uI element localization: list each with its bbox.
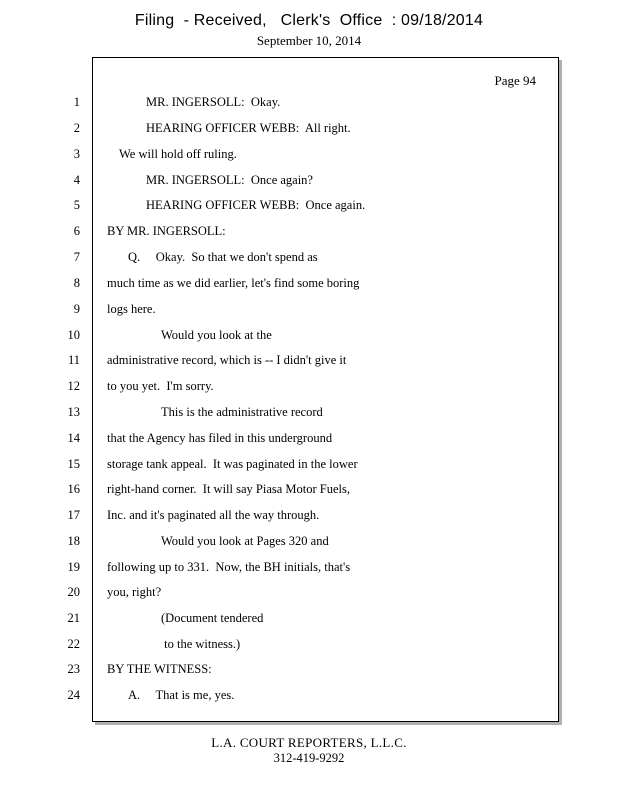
line-number: 8 xyxy=(73,276,80,290)
transcript-line: MR. INGERSOLL: Okay. xyxy=(146,95,281,109)
transcript-line: logs here. xyxy=(107,302,156,316)
line-number: 20 xyxy=(67,585,80,599)
line-number: 5 xyxy=(73,198,80,212)
transcript-line: to you yet. I'm sorry. xyxy=(107,379,214,393)
line-number: 23 xyxy=(67,662,80,676)
transcript-line: MR. INGERSOLL: Once again? xyxy=(146,173,313,187)
line-number: 16 xyxy=(67,482,80,496)
transcript-line: right-hand corner. It will say Piasa Motor Fuels, xyxy=(107,482,351,496)
line-number: 21 xyxy=(67,611,80,625)
transcript-line: to the witness.) xyxy=(161,637,241,651)
transcript-line: Q. Okay. So that we don't spend as xyxy=(128,250,318,264)
footer-phone: 312-419-9292 xyxy=(273,751,345,765)
transcript-line: you, right? xyxy=(107,585,162,599)
line-number: 12 xyxy=(67,379,80,393)
transcript-line: much time as we did earlier, let's find some boring xyxy=(107,276,360,290)
header-date: September 10, 2014 xyxy=(256,33,362,48)
transcript-line: We will hold off ruling. xyxy=(119,147,237,161)
line-number: 19 xyxy=(67,560,80,574)
line-number: 13 xyxy=(67,405,80,419)
line-number: 11 xyxy=(67,353,80,367)
line-number: 14 xyxy=(67,431,80,445)
transcript-line: This is the administrative record xyxy=(161,405,323,419)
line-number: 17 xyxy=(67,508,80,522)
transcript-line: Inc. and it's paginated all the way through. xyxy=(107,508,320,522)
line-number: 10 xyxy=(67,328,80,342)
transcript-line: A. That is me, yes. xyxy=(128,688,235,702)
transcript-line: following up to 331. Now, the BH initials, that's xyxy=(107,560,351,574)
transcript-line: Would you look at Pages 320 and xyxy=(161,534,329,548)
footer-company: L.A. COURT REPORTERS, L.L.C. xyxy=(211,735,407,750)
transcript-line: storage tank appeal. It was paginated in the lower xyxy=(107,457,358,471)
transcript-line: HEARING OFFICER WEBB: Once again. xyxy=(146,198,366,212)
line-number: 2 xyxy=(73,121,80,135)
line-number: 18 xyxy=(67,534,80,548)
transcript-line: administrative record, which is -- I didn't give it xyxy=(107,353,347,367)
transcript-line: Would you look at the xyxy=(161,328,272,342)
transcript-line: that the Agency has filed in this underground xyxy=(107,431,333,445)
filing-stamp: Filing - Received, Clerk's Office : 09/18/2014 xyxy=(134,12,484,29)
page-number: Page 94 xyxy=(494,73,536,88)
line-number: 3 xyxy=(73,147,80,161)
transcript-line: BY THE WITNESS: xyxy=(107,662,212,676)
line-number: 1 xyxy=(73,95,80,109)
line-number: 15 xyxy=(67,457,80,471)
line-number: 6 xyxy=(73,224,80,238)
line-number: 9 xyxy=(73,302,80,316)
line-number: 7 xyxy=(73,250,80,264)
transcript-line: (Document tendered xyxy=(161,611,264,625)
line-number: 22 xyxy=(67,637,80,651)
line-number: 4 xyxy=(73,173,80,187)
transcript-line: BY MR. INGERSOLL: xyxy=(107,224,226,238)
transcript-line: HEARING OFFICER WEBB: All right. xyxy=(146,121,351,135)
line-number: 24 xyxy=(67,688,80,702)
